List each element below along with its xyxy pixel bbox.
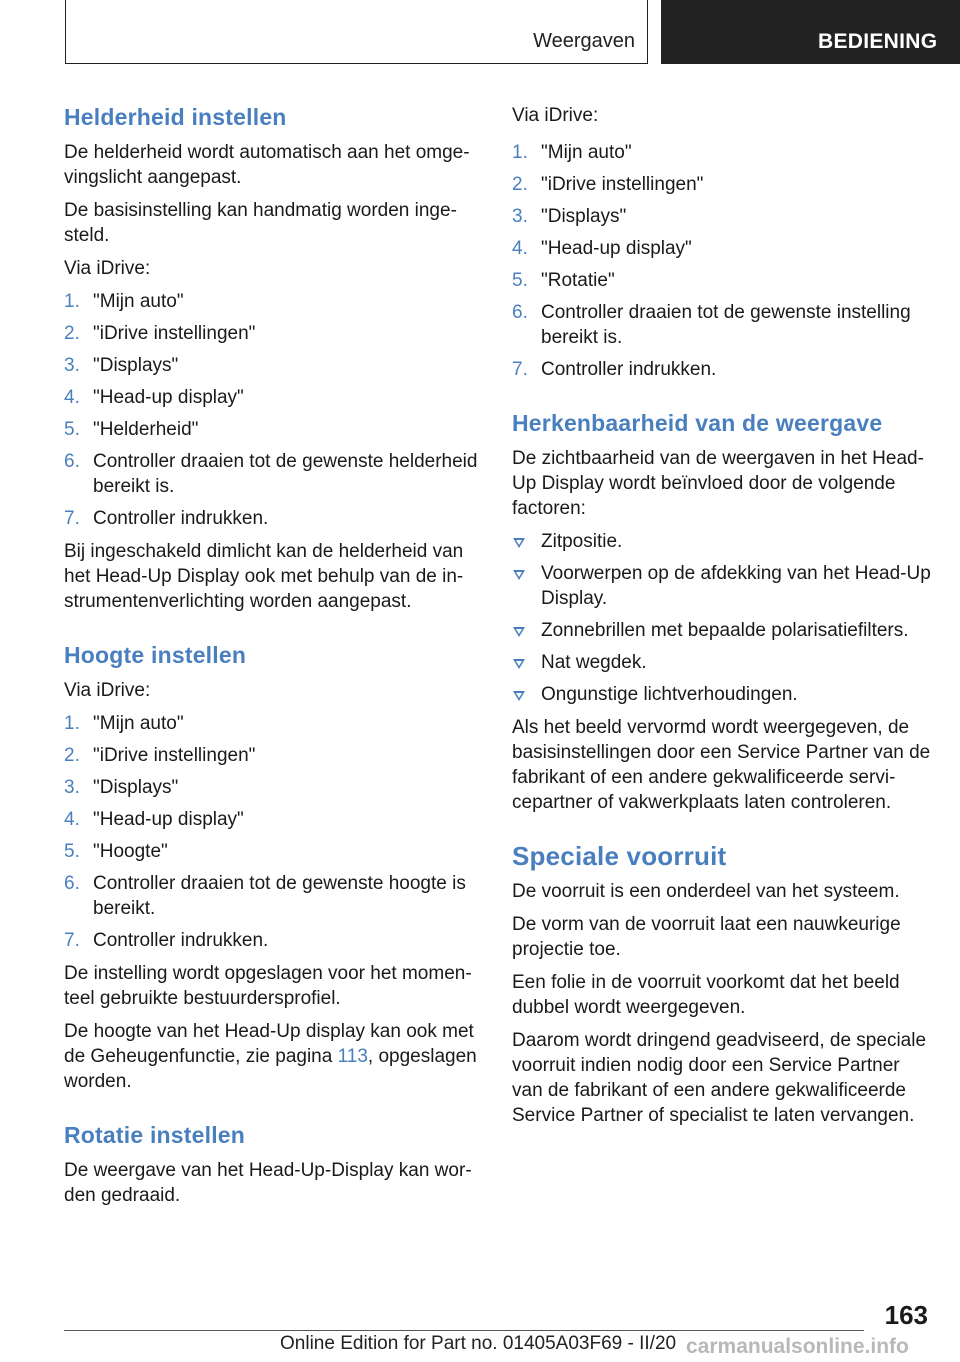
step-text: Controller indrukken. [93,508,269,529]
step-number: 1. [64,291,80,312]
page-reference-link[interactable]: 113 [337,1046,368,1067]
list-item [512,561,932,611]
step-text: "Head-up display" [541,238,692,259]
paragraph: De weergave van het Head-Up-Display kan worden gedraaid. [64,1160,472,1206]
step-text: Controller indrukken. [93,930,269,951]
list-item [64,775,484,800]
page-number: 163 [884,1300,928,1330]
bullet-text: Nat wegdek. [541,652,647,673]
right-column [512,98,932,1136]
step-number: 1. [512,142,528,163]
step-number: 6. [64,451,80,472]
step-text: "iDrive instellingen" [541,174,704,195]
list-item [64,928,484,953]
step-text: Controller draaien tot de gewenste hoogte is bereikt. [93,873,466,919]
step-number: 7. [64,930,80,951]
heading-special-windscreen: Speciale voorruit [512,841,727,871]
paragraph: De basisinstelling kan handmatig worden ingesteld. [64,200,457,246]
bullet-text: Zonnebrillen met bepaalde polarisatiefilters. [541,620,909,641]
footer-edition-text: Online Edition for Part no. 01405A03F69 - II/20 [280,1333,677,1354]
list-item [64,871,484,921]
via-idrive-label: Via iDrive: [64,680,151,701]
step-text: "Rotatie" [541,270,615,291]
step-number: 6. [512,302,528,323]
step-text: Controller draaien tot de gewenste helderheid bereikt is. [93,451,478,497]
paragraph: De helderheid wordt automatisch aan het omgevingslicht aangepast. [64,142,470,188]
step-number: 2. [64,745,80,766]
step-text: "Displays" [541,206,627,227]
list-item [64,839,484,864]
list-item [512,650,932,675]
triangle-bullet-icon [513,570,525,580]
step-text: "iDrive instellingen" [93,323,256,344]
list-item [512,300,932,350]
steps-list-height [64,711,484,953]
watermark: carmanualsonline.info [686,1335,909,1358]
step-text: "Hoogte" [93,841,168,862]
heading-rotation: Rotatie instellen [64,1122,246,1148]
step-text: "Displays" [93,355,179,376]
header-section-title: Weergaven [533,30,635,52]
triangle-bullet-icon [513,659,525,669]
step-number: 1. [64,713,80,734]
list-item [512,140,932,165]
step-number: 3. [64,355,80,376]
bullet-text: Ongunstige lichtverhoudingen. [541,684,798,705]
list-item [64,289,484,314]
step-text: "Mijn auto" [93,291,184,312]
step-number: 7. [512,359,528,380]
list-item [64,417,484,442]
paragraph: De instelling wordt opgeslagen voor het momenteel gebruikte bestuurdersprofiel. [64,963,472,1009]
list-item [512,618,932,643]
bullet-text: Zitpositie. [541,531,623,552]
paragraph: Een folie in de voorruit voorkomt dat het beeld dubbel wordt weergegeven. [512,972,900,1018]
paragraph: De voorruit is een onderdeel van het systeem. [512,881,900,902]
step-text: Controller draaien tot de gewenste instelling bereikt is. [541,302,911,348]
step-text: "iDrive instellingen" [93,745,256,766]
footer-divider [64,1330,864,1331]
step-text: "Head-up display" [93,809,244,830]
step-number: 3. [64,777,80,798]
paragraph: De vorm van de voorruit laat een nauwkeurige projectie toe. [512,914,901,960]
heading-visibility: Herkenbaarheid van de weergave [512,410,883,436]
list-item [64,353,484,378]
step-number: 4. [64,809,80,830]
step-number: 7. [64,508,80,529]
list-item [512,268,932,293]
paragraph: Daarom wordt dringend geadviseerd, de speciale voorruit indien nodig door een Service Partner van de fabrikant of een andere gekwalificeerde Service Partner of specialist te laten vervangen. [512,1030,927,1126]
paragraph-text: De hoogte van het Head-Up display kan ook met de Geheugenfunctie, zie pagina [64,1021,474,1067]
step-number: 5. [64,841,80,862]
list-item [64,385,484,410]
paragraph: Bij ingeschakeld dimlicht kan de helderheid van het Head-Up Display ook met behulp van de instrumentenverlichting worden aangepast. [64,541,464,612]
header-chapter-tab: BEDIENING [661,0,960,64]
list-item [512,682,932,707]
paragraph: Als het beeld vervormd wordt weergegeven, de basisinstellingen door een Service Partner van de fabrikant of een andere gekwalificeerde servicepartner of vakwerkplaats laten controleren. [512,717,931,813]
step-text: "Head-up display" [93,387,244,408]
triangle-bullet-icon [513,691,525,701]
step-text: Controller indrukken. [541,359,717,380]
step-text: "Mijn auto" [93,713,184,734]
step-number: 5. [512,270,528,291]
list-item [64,743,484,768]
step-text: "Mijn auto" [541,142,632,163]
step-number: 2. [512,174,528,195]
triangle-bullet-icon [513,538,525,548]
step-text: "Displays" [93,777,179,798]
list-item [512,172,932,197]
list-item [512,357,932,382]
factors-list [512,529,932,707]
step-number: 5. [64,419,80,440]
step-number: 2. [64,323,80,344]
list-item [64,506,484,531]
triangle-bullet-icon [513,627,525,637]
via-idrive-label: Via iDrive: [64,258,151,279]
left-column [64,98,484,1216]
bullet-text: Voorwerpen op de afdekking van het Head-Up Display. [541,563,931,609]
list-item [64,807,484,832]
via-idrive-label: Via iDrive: [512,105,599,126]
paragraph-memory-reference [64,1019,484,1094]
list-item [64,711,484,736]
list-item [512,236,932,261]
step-number: 6. [64,873,80,894]
steps-list-brightness [64,289,484,531]
heading-brightness: Helderheid instellen [64,104,287,130]
list-item [512,529,932,554]
step-number: 4. [512,238,528,259]
paragraph: De zichtbaarheid van de weergaven in het Head-Up Display wordt beïnvloed door de volgende factoren: [512,448,924,519]
list-item [64,449,484,499]
step-text: "Helderheid" [93,419,199,440]
list-item [64,321,484,346]
heading-height: Hoogte instellen [64,642,247,668]
steps-list-rotation [512,140,932,382]
list-item [512,204,932,229]
paragraph-text: , opgeslagen worden. [64,1046,477,1092]
step-number: 4. [64,387,80,408]
step-number: 3. [512,206,528,227]
